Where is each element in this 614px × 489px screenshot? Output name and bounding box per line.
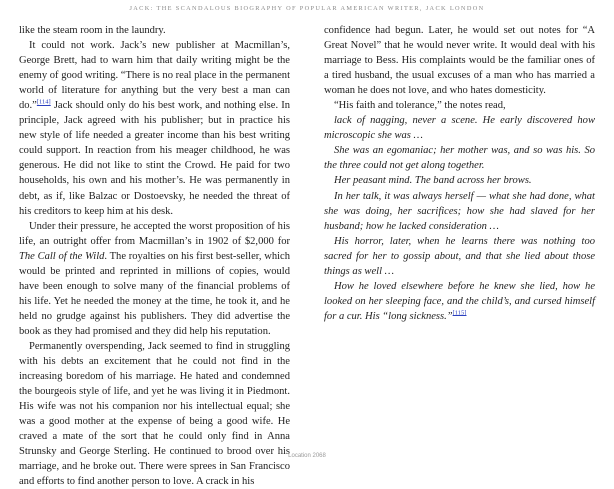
paragraph-text: Jack should only do his best work, and nothing else. In principle, Jack agreed with his publisher; but in practice his new style of life needed a greater income than his best writing could support. In reaction from his meager childhood, he was generous. He did not like to stint the Crowd. He paid for two households, his own and his mother’s. He was permanently in debt, as if, like Balzac or Dostoevsky, he needed the threat of his creditors to keep him at his desk. (19, 100, 290, 217)
book-title: The Call of the Wild (19, 250, 105, 262)
paragraph (19, 219, 290, 339)
quoted-note: lack of nagging, never a scene. He early discovered how microscopic she was … (324, 115, 595, 142)
paragraph (19, 38, 290, 219)
footnote-link-115[interactable]: [115] (452, 309, 467, 317)
left-column (19, 23, 290, 489)
quoted-note: His horror, later, when he learns there was nothing too sacred for her to gossip about, and that she lied about those things as well … (324, 235, 595, 277)
paragraph: like the steam room in the laundry. (19, 25, 166, 36)
paragraph: “His faith and tolerance,” the notes read, (334, 100, 506, 112)
footnote-link-114[interactable]: [114] (36, 98, 51, 106)
quoted-note: She was an egomaniac; her mother was, and so was his. So the three could not get along together. (324, 145, 595, 172)
location-indicator: Location 2068 (288, 453, 326, 459)
quoted-note: In her talk, it was always herself — what she had done, what she was doing, her sacrifices; how she had slaved for her husband; how he lacked consideration … (324, 190, 595, 232)
quoted-note: Her peasant mind. The band across her brows. (334, 175, 532, 187)
paragraph: Permanently overspending, Jack seemed to find in struggling with his debts an excitement that he could not find in the increasing boredom of his marriage. He hated and condemned the bourgeois style of life, and yet he was living it in Piedmont. His wife was not his companion nor his intellectual equal; she was a good mother at the expense of being a good wife. He craved a mate of the sort that he could only find in Anna Strunsky and George Sterling. He continued to brood over his marriage, and he broke out. There were sprees in San Francisco and efforts to find another person to love. A crack in his (19, 340, 290, 488)
paragraph: confidence had begun. Later, he would set out notes for “A Great Novel” that he would never write. It would deal with his marriage to Bess. His complaints would be the familiar ones of a tired husband, the usual excuses of a man who has married a woman he does not love, and who hates domesticity. (324, 25, 595, 97)
right-column (324, 23, 595, 324)
quoted-note (324, 279, 595, 324)
paragraph-text: Under their pressure, he accepted the worst proposition of his life, an outright offer from Macmillan’s in 1902 of $2,000 for (19, 220, 290, 247)
running-header: JACK: THE SCANDALOUS BIOGRAPHY OF POPULAR AMERICAN WRITER, JACK LONDON (129, 5, 485, 12)
paragraph-text: It could not work. Jack’s new publisher at Macmillan’s, George Brett, had to warn him that daily writing might be the enemy of good writing. “There is no real place in the permanent world of literature for anything but the very best a man can do.” (19, 40, 290, 112)
paragraph-text: . The royalties on his first best-seller, which would be printed and reprinted in millions of copies, would have been enough to solve many of the financial problems of his life. Yet he needed the money at the time, he took it, and he held no grudge against his publishers. They did advertise the book as they had promised and they did help his reputation. (19, 250, 290, 337)
paragraph-text: How he loved elsewhere before he knew she lied, how he looked on her sleeping face, and the child’s, and cursed himself for a cur. His “long sickness.” (324, 280, 595, 322)
